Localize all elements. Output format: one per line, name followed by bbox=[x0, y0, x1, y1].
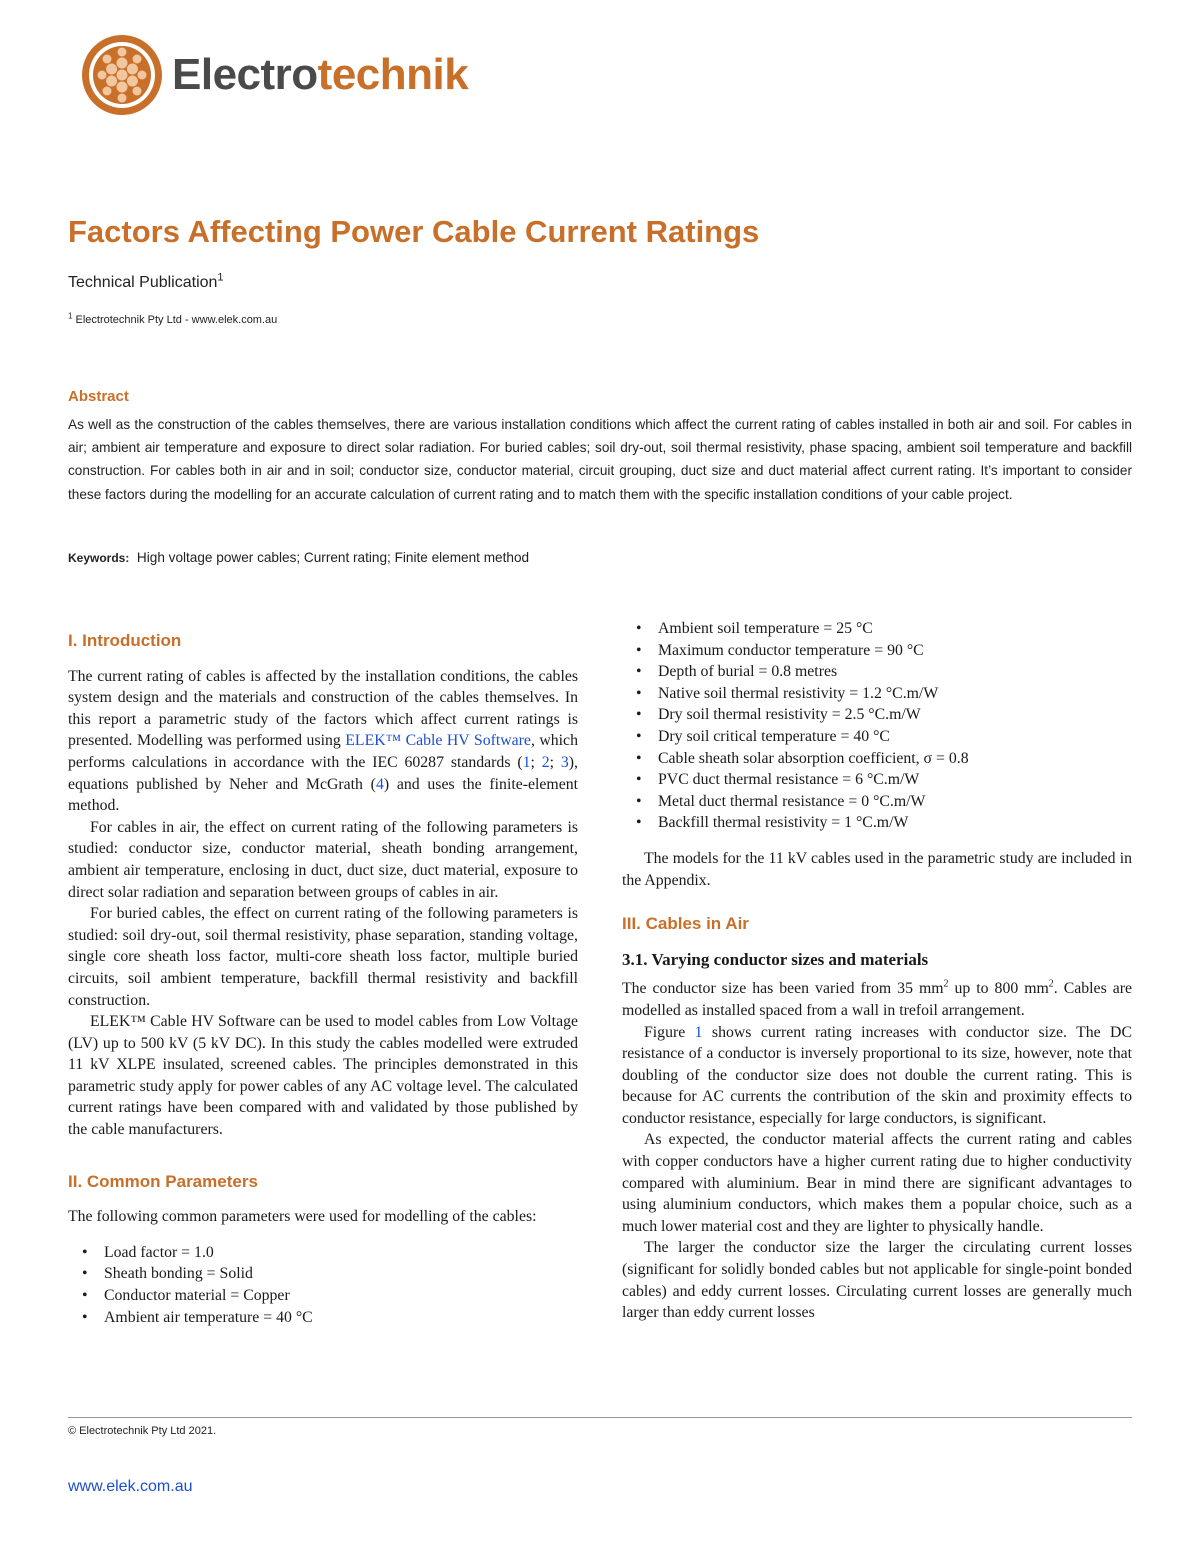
intro-paragraph-4: ELEK™ Cable HV Software can be used to model cables from Low Voltage (LV) up to 500 kV (5 kV DC). In this study the cables modelled were extruded 11 kV XLPE insulated, screened cables. The principles demonstrated in this parametric study apply for power cables of any AC voltage level. The calculated current ratings have been compared with and validated by those published by the cable manufacturers. bbox=[68, 1013, 578, 1139]
list-item: • Cable sheath solar absorption coefficient, σ = 0.8 bbox=[622, 748, 1132, 770]
list-item: • Depth of burial = 0.8 metres bbox=[622, 661, 1132, 683]
keywords-text: High voltage power cables; Current rating; Finite element method bbox=[136, 550, 530, 565]
list-item: • Dry soil critical temperature = 40 °C bbox=[622, 726, 1132, 748]
list-item: • Dry soil thermal resistivity = 2.5 °C.m/W bbox=[622, 704, 1132, 726]
figure-link[interactable]: 1 bbox=[694, 1023, 703, 1041]
citation-link[interactable]: 2 bbox=[541, 753, 550, 771]
section-heading-common-parameters: II. Common Parameters bbox=[68, 1171, 258, 1191]
air-paragraph-1: The conductor size has been varied from 35 $mm^2$ up to 800 $mm^2$. Cables are modelled as installed spaced from a wall in trefoil arrangement. bbox=[622, 979, 1132, 1019]
keywords-label: Keywords: bbox=[68, 551, 130, 565]
models-note: The models for the 11 kV cables used in the parametric study are included in the Appendix. bbox=[622, 849, 1132, 889]
section-heading-cables-in-air: III. Cables in Air bbox=[622, 914, 749, 934]
list-item: • Native soil thermal resistivity = 1.2 °C.m/W bbox=[622, 683, 1132, 705]
list-item: • Ambient soil temperature = 25 °C bbox=[622, 618, 1132, 640]
keywords bbox=[68, 550, 529, 565]
elek-software-link[interactable]: ELEK™ Cable HV Software bbox=[345, 732, 531, 750]
citation-link[interactable]: 3 bbox=[560, 753, 569, 771]
footer-divider bbox=[68, 1417, 1132, 1418]
citation-link[interactable]: 4 bbox=[375, 775, 384, 793]
company-logo bbox=[80, 30, 468, 120]
logo-wordmark: Electrotechnik bbox=[172, 50, 469, 99]
affiliation: $^1$ Electrotechnik Pty Ltd - www.elek.com.au bbox=[68, 311, 278, 326]
page-title: Factors Affecting Power Cable Current Ratings bbox=[68, 214, 760, 249]
intro-paragraph-1: The current rating of cables is affected by the installation conditions, the cables system design and the materials and construction of the cables themselves. In this report a parametric study of the factors which affect current ratings is presented. Modelling was performed using ELEK™ Cable HV Software, which performs calculations in accordance with the IEC 60287 standards (1; 2; 3), equations published by Neher and McGrath (4) and uses the finite-element method. bbox=[68, 667, 578, 815]
list-item: • Backfill thermal resistivity = 1 °C.m/W bbox=[622, 812, 1132, 834]
cable-cross-section-icon bbox=[80, 33, 164, 117]
parameter-list-right bbox=[622, 618, 1132, 834]
subsection-heading-conductor-sizes: 3.1. Varying conductor sizes and materials bbox=[622, 949, 929, 969]
list-item: • PVC duct thermal resistance = 6 °C.m/W bbox=[622, 769, 1132, 791]
abstract-heading: Abstract bbox=[68, 388, 129, 405]
list-item: • Load factor = 1.0 bbox=[68, 1242, 578, 1264]
list-item: • Sheath bonding = Solid bbox=[68, 1263, 578, 1285]
intro-paragraph-3: For buried cables, the effect on current rating of the following parameters is studied: soil dry-out, soil thermal resistivity, phase separation, standing voltage, single core sheath loss factor, multi-core sheath loss factor, multiple buried circuits, soil ambient temperature, backfill thermal resistivity and backfill construction. bbox=[68, 905, 578, 1009]
parameter-list-left bbox=[68, 1242, 578, 1328]
list-item: • Maximum conductor temperature = 90 °C bbox=[622, 640, 1132, 662]
right-column bbox=[622, 618, 1132, 1324]
intro-paragraph-2: For cables in air, the effect on current rating of the following parameters is studied: conductor size, conductor material, sheath bonding arrangement, ambient air temperature, enclosing in duct, duct size, duct material, exposure to direct solar radiation and separation between groups of cables in air. bbox=[68, 818, 578, 901]
footer-website-link[interactable]: www.elek.com.au bbox=[68, 1478, 193, 1495]
list-item: • Conductor material = Copper bbox=[68, 1285, 578, 1307]
left-column bbox=[68, 626, 578, 1328]
air-paragraph-4: The larger the conductor size the larger the circulating current losses (significant for solidly bonded cables but not applicable for single-point bonded cables) and eddy current losses. Circulating current losses are generally much larger than eddy current losses bbox=[622, 1239, 1132, 1322]
abstract-text: As well as the construction of the cables themselves, there are various installation conditions which affect the current rating of cables installed in both air and soil. For cables in air; ambient air temperature and exposure to direct solar radiation. For buried cables; soil dry-out, soil thermal resistivity, phase spacing, ambient soil temperature and backfill construction. For cables both in air and in soil; conductor size, conductor material, circuit grouping, duct size and duct material affect current rating. It’s important to consider these factors during the modelling for an accurate calculation of current rating and to match them with the specific installation conditions of your cable project. bbox=[68, 417, 1132, 502]
list-item: • Ambient air temperature = 40 °C bbox=[68, 1307, 578, 1329]
list-item: • Metal duct thermal resistance = 0 °C.m/W bbox=[622, 791, 1132, 813]
copyright-notice: © Electrotechnik Pty Ltd 2021. bbox=[68, 1425, 217, 1437]
air-paragraph-3: As expected, the conductor material affects the current rating and cables with copper conductors have a higher current rating due to higher conductivity compared with aluminium. Bear in mind there are significant advantages to using aluminium conductors, which makes them a popular choice, such as a much lower material cost and they are lighter to physically handle. bbox=[622, 1131, 1132, 1235]
air-paragraph-2: Figure 1 shows current rating increases with conductor size. The DC resistance of a conductor is inversely proportional to its size, however, note that doubling of the conductor size does not double the current rating. This is because for AC currents the contribution of the skin and proximity effects to conductor resistance, especially for large conductors, is significant. bbox=[622, 1023, 1132, 1127]
citation-link[interactable]: 1 bbox=[522, 753, 531, 771]
section-heading-introduction: I. Introduction bbox=[68, 631, 182, 650]
common-parameters-intro: The following common parameters were used for modelling of the cables: bbox=[68, 1208, 537, 1226]
publication-type: Technical Publication$^1$ bbox=[68, 271, 224, 291]
